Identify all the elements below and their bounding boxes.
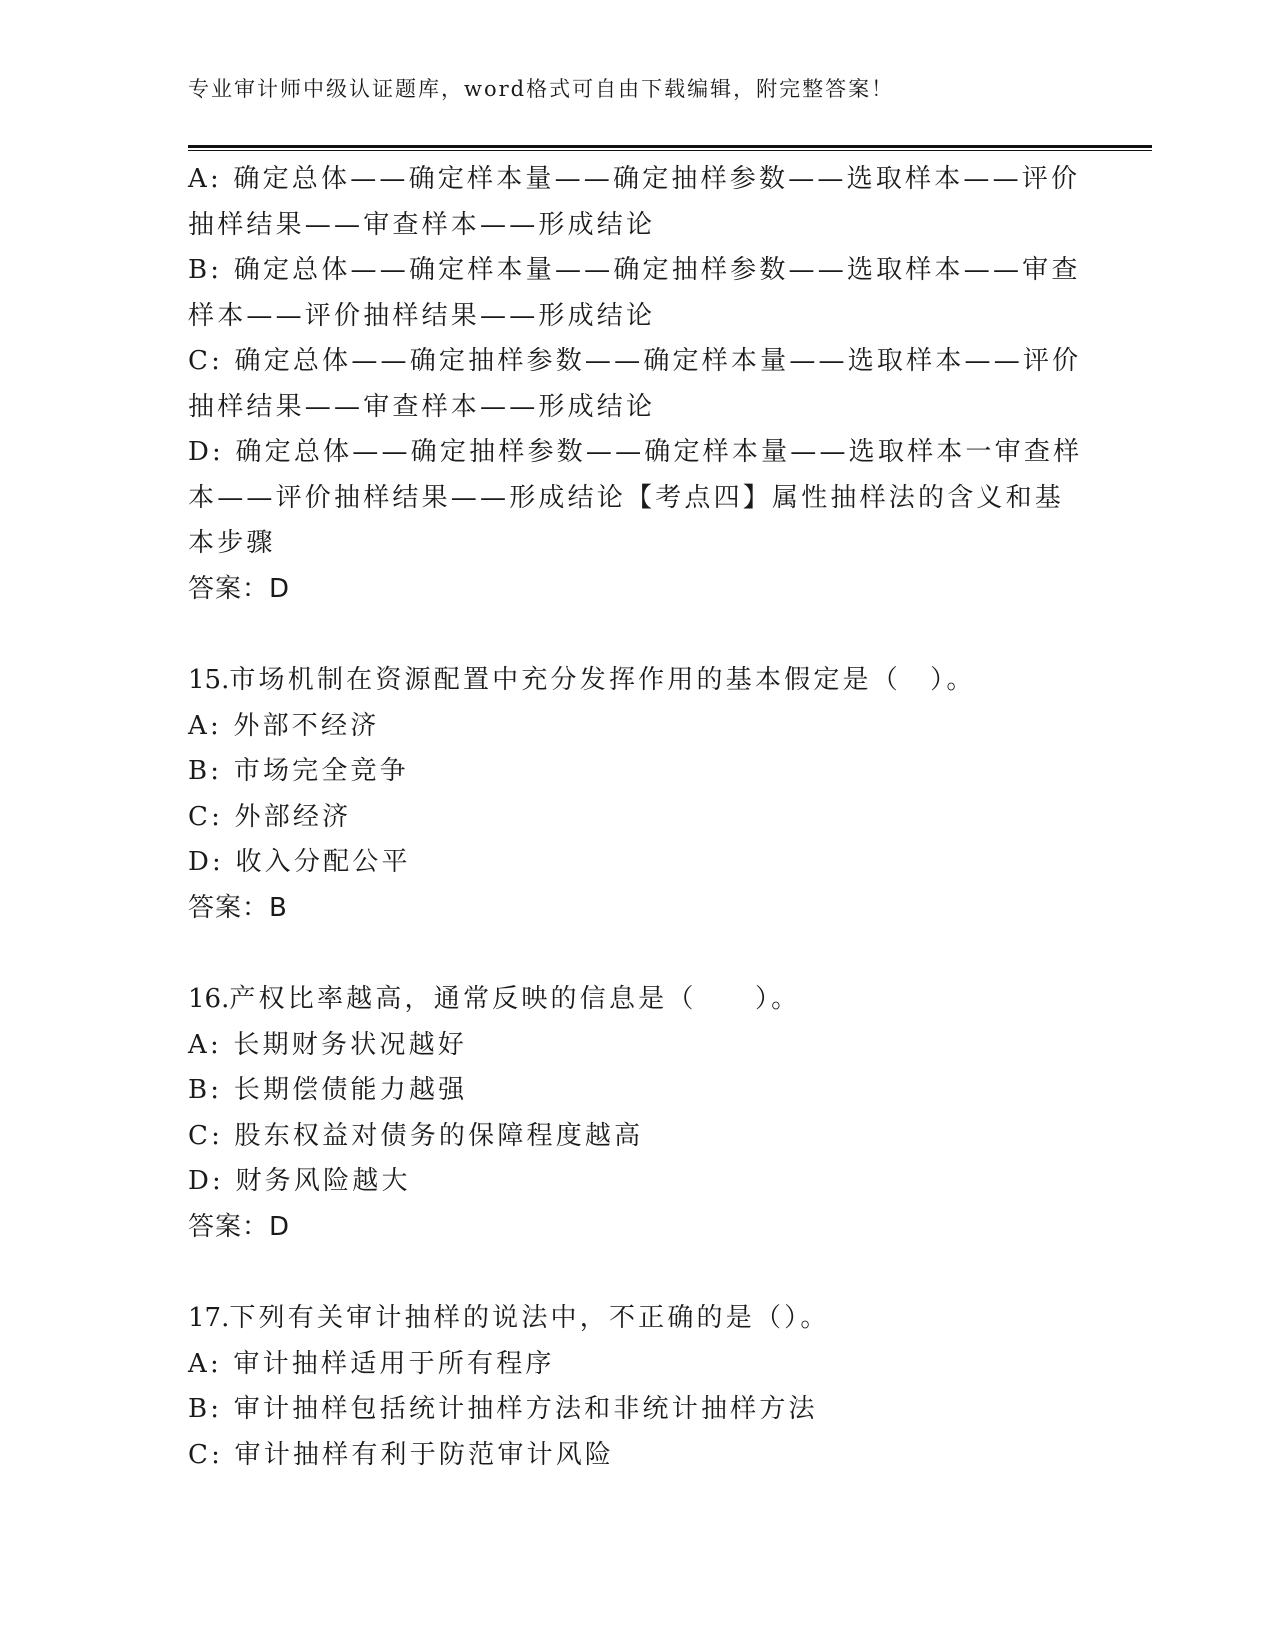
answer-text: 答案：D [188, 573, 291, 604]
header-divider [188, 145, 1152, 151]
question-16 [188, 977, 1088, 1250]
continued-question [188, 157, 1088, 612]
option-a-line-2: 抽样结果——审查样本——形成结论 [188, 209, 656, 240]
question-17 [188, 1296, 1088, 1478]
option-a-line-1: A: 确定总体——确定样本量——确定抽样参数——选取样本——评价 [188, 164, 1081, 194]
option-c-line-1: C: 确定总体——确定抽样参数——确定样本量——选取样本——评价 [188, 346, 1082, 376]
spacer [188, 1250, 1088, 1296]
option-a: A: 审计抽样适用于所有程序 [188, 1348, 555, 1379]
question-list [188, 157, 1088, 1478]
option-b-line-1: B: 确定总体——确定样本量——确定抽样参数——选取样本——审查 [188, 255, 1081, 285]
question-stem: 16.产权比率越高，通常反映的信息是（ ）。 [188, 984, 801, 1014]
option-c: C: 外部经济 [188, 801, 352, 832]
option-a: A: 外部不经济 [188, 710, 380, 741]
option-b-line-2: 样本——评价抽样结果——形成结论 [188, 300, 656, 331]
option-b: B: 长期偿债能力越强 [188, 1075, 468, 1105]
question-stem: 15.市场机制在资源配置中充分发挥作用的基本假定是（ ）。 [188, 665, 976, 695]
option-c-line-2: 抽样结果——审查样本——形成结论 [188, 391, 656, 422]
spacer [188, 612, 1088, 658]
option-b: B: 市场完全竞争 [188, 756, 409, 786]
question-15 [188, 658, 1088, 931]
option-d-line-2: 本——评价抽样结果——形成结论【考点四】属性抽样法的含义和基 [188, 482, 1065, 513]
option-c: C: 审计抽样有利于防范审计风险 [188, 1439, 615, 1470]
answer-text: 答案：D [188, 1211, 291, 1242]
spacer [188, 931, 1088, 977]
option-b: B: 审计抽样包括统计抽样方法和非统计抽样方法 [188, 1394, 818, 1424]
option-d-line-1: D: 确定总体——确定抽样参数——确定样本量——选取样本一审查样 [188, 437, 1083, 467]
question-stem: 17.下列有关审计抽样的说法中，不正确的是（）。 [188, 1303, 830, 1333]
option-d: D: 收入分配公平 [188, 847, 411, 877]
option-d: D: 财务风险越大 [188, 1166, 411, 1196]
answer-text: 答案：B [188, 892, 288, 923]
page-header: 专业审计师中级认证题库，word格式可自由下载编辑，附完整答案！ [188, 77, 895, 101]
option-c: C: 股东权益对债务的保障程度越高 [188, 1120, 644, 1151]
option-a: A: 长期财务状况越好 [188, 1029, 468, 1060]
option-d-line-3: 本步骤 [188, 528, 276, 558]
